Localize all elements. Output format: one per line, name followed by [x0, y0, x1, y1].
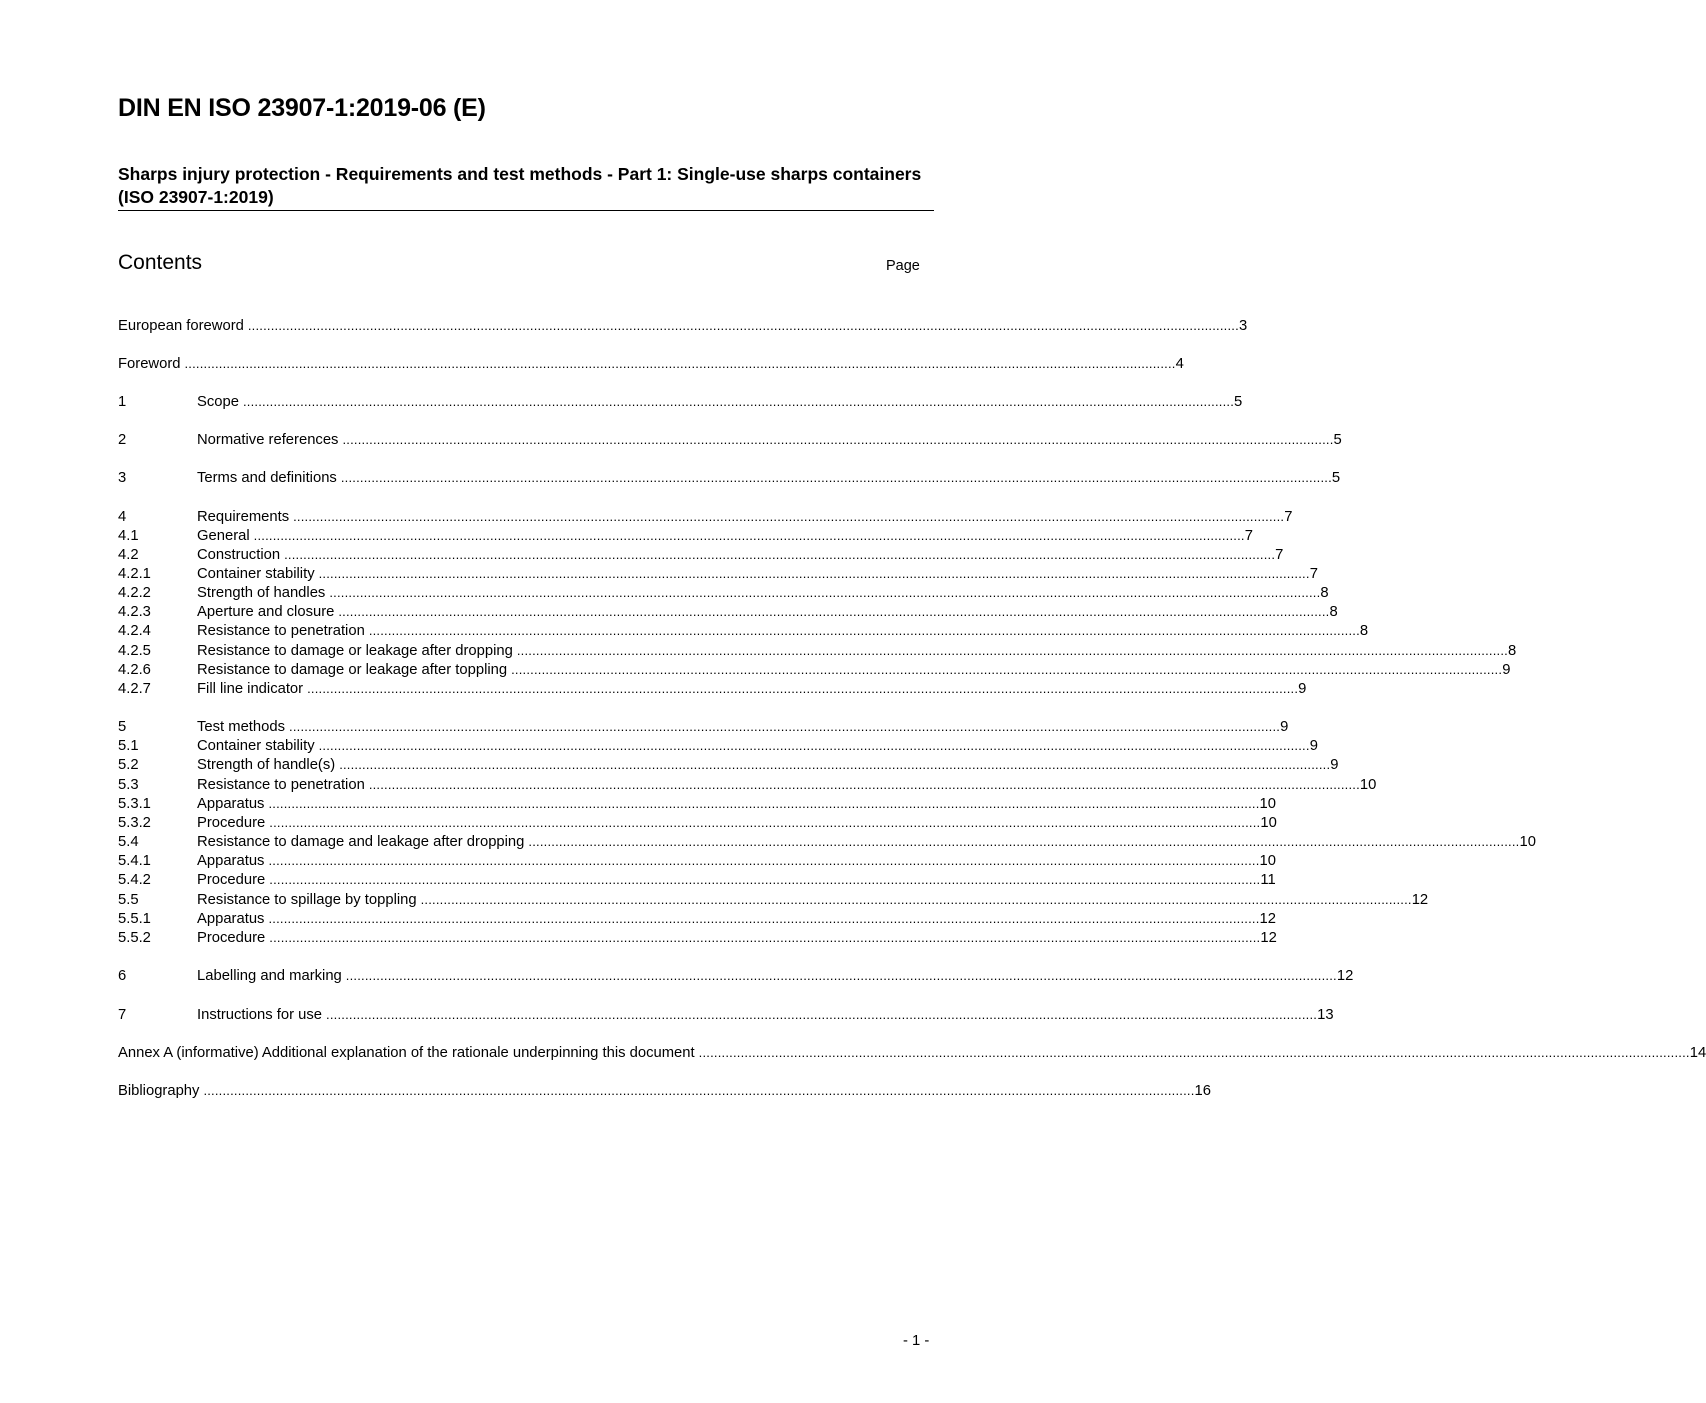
- toc-entry[interactable]: [118, 966, 1354, 985]
- toc-entry[interactable]: [118, 775, 1377, 794]
- toc-entry-page: 7: [1275, 547, 1284, 563]
- toc-entry-title: Resistance to penetration: [197, 777, 365, 793]
- toc-entry-page: 9: [1298, 681, 1307, 697]
- toc-entry-number: 5.5: [118, 892, 139, 908]
- toc-entry-number: 5: [118, 719, 127, 735]
- toc-entry-title: Strength of handles: [197, 585, 326, 601]
- toc-entry-number: 4.2.4: [118, 623, 151, 639]
- toc-entry-page: 12: [1259, 911, 1276, 927]
- toc-entry-title: General: [197, 528, 250, 544]
- toc-entry-page: 7: [1309, 566, 1318, 582]
- toc-entry-page: 9: [1502, 662, 1511, 678]
- toc-entry-page: 10: [1259, 796, 1276, 812]
- toc-entry-page: 8: [1507, 643, 1517, 659]
- toc-entry-number: 4.2.6: [118, 662, 151, 678]
- toc-dot-leader: ....................................................................................................................................................................................................................................................................: [368, 777, 1360, 792]
- toc-entry-number: 2: [118, 432, 127, 448]
- toc-entry[interactable]: [118, 928, 1277, 947]
- toc-entry-page: 12: [1411, 892, 1429, 908]
- toc-dot-leader: ....................................................................................................................................................................................................................................................................: [203, 1083, 1195, 1098]
- toc-entry-number: 5.3.1: [118, 796, 151, 812]
- toc-entry-title: Resistance to spillage by toppling: [197, 892, 417, 908]
- toc-dot-leader: ....................................................................................................................................................................................................................................................................: [293, 509, 1285, 524]
- toc-entry-page: 7: [1244, 528, 1253, 544]
- toc-entry-page: 8: [1320, 585, 1329, 601]
- toc-dot-leader: ....................................................................................................................................................................................................................................................................: [318, 566, 1310, 581]
- toc-dot-leader: ....................................................................................................................................................................................................................................................................: [269, 930, 1261, 945]
- toc-entry-title: Procedure: [197, 872, 266, 888]
- toc-entry-number: 5.5.1: [118, 911, 151, 927]
- toc-entry-page: 5: [1331, 470, 1341, 486]
- toc-entry-number: 3: [118, 470, 127, 486]
- toc-entry-number: 4.2.1: [118, 566, 151, 582]
- toc-entry-number: 5.4.1: [118, 853, 151, 869]
- toc-entry-title: Procedure: [197, 930, 266, 946]
- toc-dot-leader: ....................................................................................................................................................................................................................................................................: [339, 757, 1331, 772]
- toc-dot-leader: ....................................................................................................................................................................................................................................................................: [289, 719, 1281, 734]
- toc-entry[interactable]: [118, 507, 1293, 526]
- toc-dot-leader: ....................................................................................................................................................................................................................................................................: [329, 585, 1321, 600]
- toc-dot-leader: ....................................................................................................................................................................................................................................................................: [318, 738, 1310, 753]
- toc-entry[interactable]: [118, 430, 1342, 449]
- toc-entry-page: 12: [1260, 930, 1277, 946]
- toc-entry[interactable]: [118, 621, 1369, 640]
- toc-entry-number: 5.3: [118, 777, 139, 793]
- toc-entry-number: 4.1: [118, 528, 139, 544]
- toc-entry-title: Instructions for use: [197, 1007, 323, 1023]
- toc-entry-title: Container stability: [197, 566, 315, 582]
- toc-entry[interactable]: [118, 1043, 1706, 1062]
- toc-entry-page: 3: [1238, 318, 1248, 334]
- toc-entry[interactable]: [118, 890, 1429, 909]
- toc-entry[interactable]: [118, 1081, 1211, 1100]
- toc-entry-number: 1: [118, 394, 127, 410]
- toc-dot-leader: ....................................................................................................................................................................................................................................................................: [268, 853, 1260, 868]
- toc-entry[interactable]: [118, 564, 1318, 583]
- toc-entry-number: 5.2: [118, 757, 139, 773]
- toc-entry[interactable]: [118, 717, 1289, 736]
- toc-dot-leader: ....................................................................................................................................................................................................................................................................: [268, 796, 1260, 811]
- toc-entry-number: 7: [118, 1007, 127, 1023]
- toc-entry-title: Test methods: [197, 719, 286, 735]
- toc-dot-leader: ....................................................................................................................................................................................................................................................................: [307, 681, 1299, 696]
- toc-entry-title: Requirements: [197, 509, 290, 525]
- toc-entry-number: 4.2.3: [118, 604, 151, 620]
- toc-entry-page: 10: [1359, 777, 1377, 793]
- toc-entry-title: Construction: [197, 547, 281, 563]
- toc-entry-page: 12: [1336, 968, 1354, 984]
- toc-entry[interactable]: [118, 736, 1318, 755]
- toc-entry-title: Foreword: [118, 356, 181, 372]
- toc-entry-page: 9: [1309, 738, 1318, 754]
- toc-entry[interactable]: [118, 583, 1329, 602]
- toc-entry-page: 9: [1330, 757, 1339, 773]
- toc-entry-number: 4.2: [118, 547, 139, 563]
- toc-entry-number: 6: [118, 968, 127, 984]
- toc-dot-leader: ....................................................................................................................................................................................................................................................................: [368, 623, 1360, 638]
- toc-dot-leader: ....................................................................................................................................................................................................................................................................: [528, 834, 1520, 849]
- toc-entry-title: Resistance to damage or leakage after dropping: [197, 643, 513, 659]
- toc-entry[interactable]: [118, 392, 1243, 411]
- toc-entry-title: Terms and definitions: [197, 470, 337, 486]
- toc-entry-number: 4: [118, 509, 127, 525]
- toc-entry[interactable]: [118, 468, 1341, 487]
- toc-entry-page: 8: [1329, 604, 1338, 620]
- toc-entry[interactable]: [118, 545, 1284, 564]
- toc-dot-leader: ....................................................................................................................................................................................................................................................................: [516, 643, 1508, 658]
- document-id: DIN EN ISO 23907-1:2019-06 (E): [118, 94, 486, 122]
- toc-entry-page: 10: [1260, 815, 1277, 831]
- contents-heading: Contents: [118, 251, 203, 274]
- toc-dot-leader: ....................................................................................................................................................................................................................................................................: [184, 356, 1176, 371]
- toc-dot-leader: ....................................................................................................................................................................................................................................................................: [242, 394, 1235, 409]
- toc-entry[interactable]: [118, 755, 1339, 774]
- toc-entry[interactable]: [118, 832, 1536, 851]
- toc-dot-leader: ....................................................................................................................................................................................................................................................................: [698, 1045, 1690, 1060]
- table-of-contents: [118, 0, 1706, 1403]
- toc-dot-leader: ....................................................................................................................................................................................................................................................................: [269, 872, 1261, 887]
- toc-entry-title: Strength of handle(s): [197, 757, 336, 773]
- footer-page-number: - 1 -: [903, 1333, 930, 1349]
- toc-entry[interactable]: [118, 909, 1276, 928]
- toc-dot-leader: ....................................................................................................................................................................................................................................................................: [420, 892, 1412, 907]
- toc-dot-leader: ....................................................................................................................................................................................................................................................................: [511, 662, 1503, 677]
- toc-entry[interactable]: [118, 660, 1511, 679]
- toc-dot-leader: ....................................................................................................................................................................................................................................................................: [247, 318, 1239, 333]
- toc-entry-number: 5.4: [118, 834, 139, 850]
- toc-entry[interactable]: [118, 1005, 1334, 1024]
- toc-dot-leader: ....................................................................................................................................................................................................................................................................: [284, 547, 1276, 562]
- toc-entry-title: Apparatus: [197, 911, 265, 927]
- toc-dot-leader: ....................................................................................................................................................................................................................................................................: [253, 528, 1245, 543]
- toc-entry-page: 4: [1175, 356, 1184, 372]
- toc-entry-title: Resistance to damage or leakage after toppling: [197, 662, 508, 678]
- toc-entry-title: Fill line indicator: [197, 681, 304, 697]
- toc-entry-title: Procedure: [197, 815, 266, 831]
- toc-entry-title: European foreword: [118, 318, 244, 334]
- toc-entry-page: 10: [1519, 834, 1536, 850]
- toc-entry-title: Container stability: [197, 738, 315, 754]
- toc-entry[interactable]: [118, 679, 1307, 698]
- toc-entry-number: 4.2.7: [118, 681, 151, 697]
- toc-entry-page: 13: [1317, 1007, 1334, 1023]
- toc-entry-title: Apparatus: [197, 853, 265, 869]
- document-title: Sharps injury protection - Requirements and test methods - Part 1: Single-use sharps containers (ISO 23907-1:2019): [118, 164, 922, 207]
- toc-dot-leader: ....................................................................................................................................................................................................................................................................: [340, 470, 1332, 485]
- toc-entry-page: 5: [1234, 394, 1243, 410]
- toc-entry-title: Bibliography: [118, 1083, 200, 1099]
- toc-entry-page: 11: [1260, 872, 1276, 888]
- page-column-heading: Page: [886, 258, 920, 274]
- toc-entry-page: 16: [1194, 1083, 1211, 1099]
- toc-dot-leader: ....................................................................................................................................................................................................................................................................: [268, 911, 1260, 926]
- toc-entry-page: 8: [1359, 623, 1369, 639]
- toc-entry-title: Resistance to penetration: [197, 623, 365, 639]
- toc-entry-title: Annex A (informative) Additional explanation of the rationale underpinning this document: [118, 1045, 695, 1061]
- toc-entry-page: 14: [1689, 1045, 1706, 1061]
- toc-entry[interactable]: [118, 316, 1248, 335]
- toc-entry[interactable]: [118, 794, 1276, 813]
- toc-entry[interactable]: [118, 813, 1277, 832]
- toc-entry-number: 5.4.2: [118, 872, 151, 888]
- toc-dot-leader: ....................................................................................................................................................................................................................................................................: [338, 604, 1330, 619]
- toc-entry-title: Normative references: [197, 432, 339, 448]
- toc-entry-page: 7: [1284, 509, 1293, 525]
- toc-entry-title: Apparatus: [197, 796, 265, 812]
- toc-entry-title: Scope: [197, 394, 239, 410]
- toc-entry-title: Aperture and closure: [197, 604, 335, 620]
- toc-dot-leader: ....................................................................................................................................................................................................................................................................: [345, 968, 1337, 983]
- toc-entry[interactable]: [118, 870, 1276, 889]
- toc-entry[interactable]: [118, 851, 1276, 870]
- toc-entry[interactable]: [118, 641, 1517, 660]
- toc-entry-number: 4.2.5: [118, 643, 151, 659]
- toc-entry-page: 5: [1333, 432, 1342, 448]
- toc-entry-title: Labelling and marking: [197, 968, 342, 984]
- toc-dot-leader: ....................................................................................................................................................................................................................................................................: [269, 815, 1261, 830]
- toc-dot-leader: ....................................................................................................................................................................................................................................................................: [326, 1007, 1318, 1022]
- toc-entry[interactable]: [118, 526, 1253, 545]
- toc-entry-page: 10: [1259, 853, 1276, 869]
- toc-entry-number: 4.2.2: [118, 585, 151, 601]
- toc-entry-number: 5.3.2: [118, 815, 151, 831]
- toc-entry-title: Resistance to damage and leakage after dropping: [197, 834, 525, 850]
- toc-entry-number: 5.5.2: [118, 930, 151, 946]
- toc-entry[interactable]: [118, 602, 1338, 621]
- toc-entry[interactable]: [118, 354, 1184, 373]
- toc-entry-number: 5.1: [118, 738, 139, 754]
- toc-entry-page: 9: [1280, 719, 1289, 735]
- toc-dot-leader: ....................................................................................................................................................................................................................................................................: [342, 432, 1334, 447]
